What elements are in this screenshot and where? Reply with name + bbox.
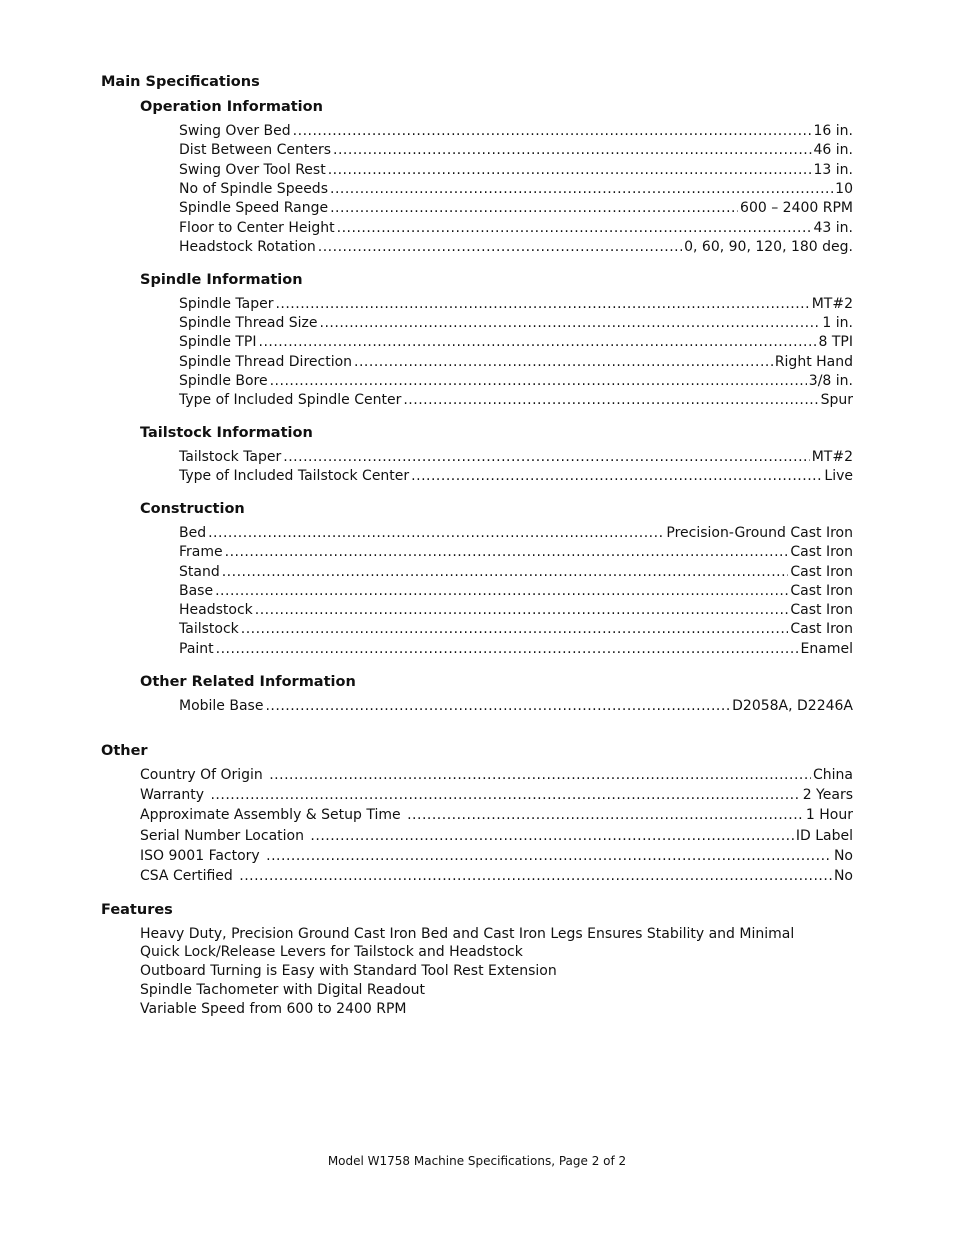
spec-label: No of Spindle Speeds (179, 181, 328, 197)
spec-value: China (813, 767, 853, 783)
other-heading: Other (101, 743, 148, 759)
spec-value: 2 Years (802, 787, 853, 803)
spec-row (179, 161, 853, 180)
spec-label: Stand (179, 564, 220, 580)
spec-row (179, 563, 853, 582)
spec-label: Spindle TPI (179, 334, 257, 350)
leader-dots (407, 806, 804, 825)
spec-value: D2058A, D2246A (732, 698, 853, 714)
leader-dots (239, 867, 832, 886)
spec-value: 10 (835, 181, 853, 197)
spec-row (179, 122, 853, 141)
spec-row (179, 543, 853, 562)
spec-label: ISO 9001 Factory (140, 848, 265, 864)
spec-value: Live (824, 468, 853, 484)
spec-label: Type of Included Tailstock Center (179, 468, 410, 484)
spec-row (140, 847, 853, 866)
spec-row (140, 827, 853, 846)
spec-label: Spindle Bore (179, 373, 268, 389)
spec-value: 0, 60, 90, 120, 180 deg. (684, 239, 853, 255)
spec-value: 3/8 in. (808, 373, 853, 389)
leader-dots (266, 847, 832, 866)
spec-value: MT#2 (811, 449, 853, 465)
spec-row (179, 219, 853, 238)
leader-dots (337, 219, 812, 238)
page-footer: Model W1758 Machine Specifications, Page 2 of 2 (327, 1154, 627, 1168)
spec-label: Approximate Assembly & Setup Time (140, 807, 406, 823)
spec-label: Swing Over Tool Rest (179, 162, 326, 178)
leader-dots (411, 467, 822, 486)
spec-row (179, 295, 853, 314)
leader-dots (215, 582, 788, 601)
spec-row (140, 806, 853, 825)
leader-dots (225, 543, 789, 562)
spec-label: Country Of Origin (140, 767, 268, 783)
leader-dots (255, 601, 789, 620)
spec-value: Right Hand (774, 354, 853, 370)
leader-dots (283, 448, 809, 467)
spec-value: No (833, 848, 853, 864)
spec-value: MT#2 (811, 296, 853, 312)
leader-dots (354, 353, 773, 372)
spec-label: Headstock Rotation (179, 239, 316, 255)
spec-label: Dist Between Centers (179, 142, 332, 158)
spec-value: 46 in. (813, 142, 853, 158)
spec-label: Frame (179, 544, 223, 560)
leader-dots (222, 563, 789, 582)
spec-value: Cast Iron (790, 621, 853, 637)
spec-row (179, 697, 853, 716)
spec-value: Cast Iron (790, 544, 853, 560)
spec-value: Cast Iron (790, 602, 853, 618)
leader-dots (403, 391, 818, 410)
feature-item: Outboard Turning is Easy with Standard Tool Rest Extension (140, 963, 557, 979)
spindle-information-heading: Spindle Information (140, 272, 303, 288)
spec-row (179, 314, 853, 333)
spec-row (140, 867, 853, 886)
spec-value: 8 TPI (818, 334, 853, 350)
feature-item: Quick Lock/Release Levers for Tailstock and Headstock (140, 944, 523, 960)
spec-label: Warranty (140, 787, 209, 803)
spec-value: Spur (820, 392, 853, 408)
spec-label: CSA Certified (140, 868, 238, 884)
spec-row (179, 582, 853, 601)
spec-row (140, 766, 853, 785)
spec-row (179, 467, 853, 486)
spec-row (179, 448, 853, 467)
spec-value: 1 Hour (805, 807, 853, 823)
leader-dots (333, 141, 811, 160)
spec-value: Precision-Ground Cast Iron (666, 525, 853, 541)
spec-label: Type of Included Spindle Center (179, 392, 402, 408)
leader-dots (208, 524, 664, 543)
spec-row (179, 640, 853, 659)
spec-label: Swing Over Bed (179, 123, 291, 139)
spec-value: Enamel (800, 641, 853, 657)
leader-dots (265, 697, 730, 716)
feature-item: Variable Speed from 600 to 2400 RPM (140, 1001, 407, 1017)
spec-row (179, 238, 853, 257)
spec-value: Cast Iron (790, 583, 853, 599)
spec-value: 16 in. (813, 123, 853, 139)
features-heading: Features (101, 902, 173, 918)
leader-dots (330, 199, 738, 218)
spec-label: Spindle Thread Size (179, 315, 318, 331)
spec-row (179, 524, 853, 543)
other-related-information-heading: Other Related Information (140, 674, 356, 690)
spec-row (179, 372, 853, 391)
spec-label: Tailstock (179, 621, 239, 637)
spec-value: 600 – 2400 RPM (740, 200, 853, 216)
spec-row (179, 353, 853, 372)
leader-dots (269, 766, 811, 785)
spec-value: No (833, 868, 853, 884)
tailstock-information-heading: Tailstock Information (140, 425, 313, 441)
spec-label: Headstock (179, 602, 253, 618)
spec-value: ID Label (795, 828, 853, 844)
spec-label: Mobile Base (179, 698, 264, 714)
main-specifications-heading: Main Specifications (101, 74, 260, 90)
spec-label: Paint (179, 641, 214, 657)
spec-row (179, 141, 853, 160)
spec-label: Tailstock Taper (179, 449, 282, 465)
leader-dots (318, 238, 682, 257)
spec-value: Cast Iron (790, 564, 853, 580)
leader-dots (320, 314, 821, 333)
leader-dots (216, 640, 799, 659)
spec-label: Serial Number Location (140, 828, 309, 844)
operation-information-heading: Operation Information (140, 99, 323, 115)
leader-dots (259, 333, 817, 352)
leader-dots (270, 372, 807, 391)
leader-dots (275, 295, 809, 314)
feature-item: Heavy Duty, Precision Ground Cast Iron Bed and Cast Iron Legs Ensures Stability and Minimal (140, 926, 795, 942)
feature-item: Spindle Tachometer with Digital Readout (140, 982, 425, 998)
spec-value: 43 in. (813, 220, 853, 236)
leader-dots (241, 620, 789, 639)
spec-label: Floor to Center Height (179, 220, 335, 236)
spec-row (179, 333, 853, 352)
spec-label: Bed (179, 525, 207, 541)
leader-dots (310, 827, 793, 846)
construction-heading: Construction (140, 501, 245, 517)
spec-row (179, 199, 853, 218)
leader-dots (293, 122, 812, 141)
spec-row (179, 180, 853, 199)
spec-value: 13 in. (813, 162, 853, 178)
spec-row (179, 391, 853, 410)
spec-value: 1 in. (822, 315, 853, 331)
leader-dots (210, 786, 800, 805)
spec-label: Spindle Thread Direction (179, 354, 353, 370)
spec-row (179, 601, 853, 620)
leader-dots (328, 161, 812, 180)
leader-dots (330, 180, 833, 199)
spec-row (179, 620, 853, 639)
spec-label: Base (179, 583, 214, 599)
spec-label: Spindle Speed Range (179, 200, 329, 216)
spec-row (140, 786, 853, 805)
spec-label: Spindle Taper (179, 296, 274, 312)
